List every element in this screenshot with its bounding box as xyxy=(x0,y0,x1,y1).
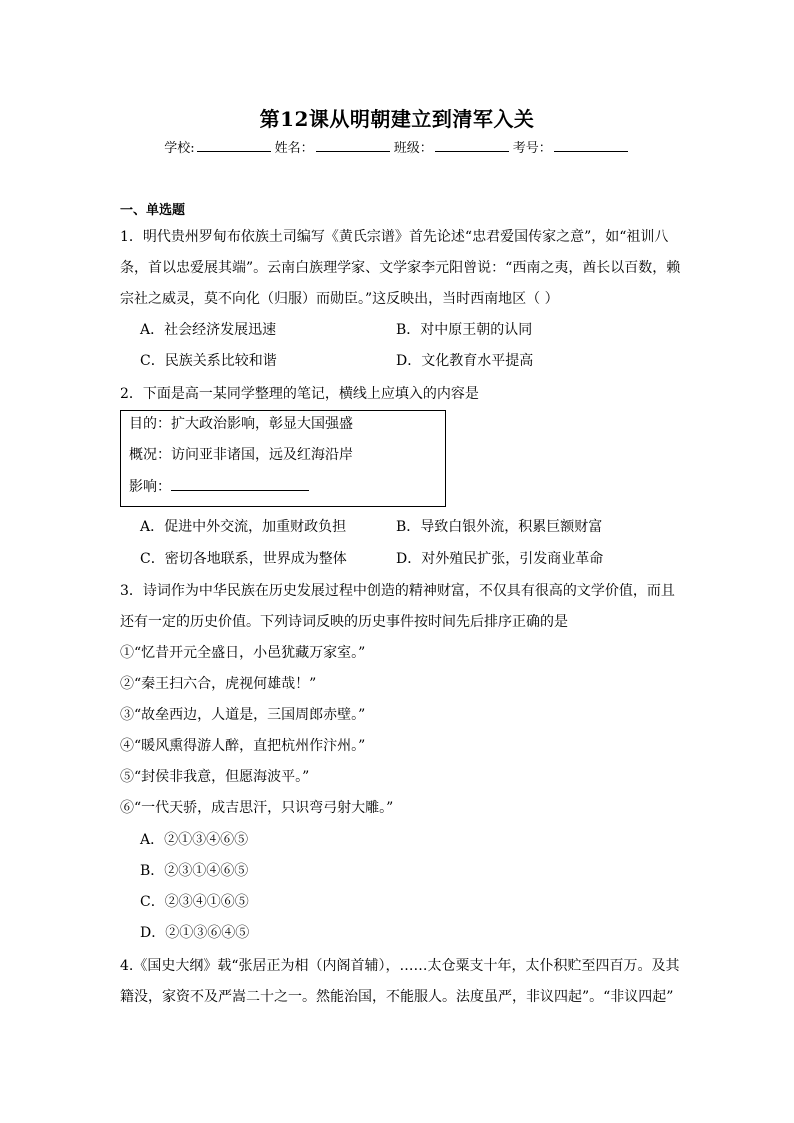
q3-poem-1: ①“忆昔开元全盛日，小邑犹藏万家室。” xyxy=(120,645,366,661)
q1-option-d: D．文化教育水平提高 xyxy=(396,353,534,369)
class-label: 班级： xyxy=(393,141,433,156)
exam-number-blank xyxy=(554,139,628,152)
q3-poem-5: ⑤“封侯非我意，但愿海波平。” xyxy=(120,769,310,785)
q2-option-d: D．对外殖民扩张，引发商业革命 xyxy=(396,551,604,567)
q3-option-c: C．②③④①⑥⑤ xyxy=(140,894,249,910)
q4-line-1: 4.《国史大纲》载“张居正为相（内阁首辅），……太仓粟支十年，太仆积贮至四百万。及其 xyxy=(120,958,680,974)
school-label: 学校: xyxy=(164,141,195,156)
q2-option-c: C．密切各地联系，世界成为整体 xyxy=(140,551,347,567)
name-label: 姓名： xyxy=(274,141,314,156)
q3-line-1: 3．诗词作为中华民族在历史发展过程中创造的精神财富，不仅具有很高的文学价值，而且 xyxy=(120,583,675,599)
q3-option-a: A．②①③④⑥⑤ xyxy=(140,832,249,848)
q1-option-c: C．民族关系比较和谐 xyxy=(140,353,277,369)
q1-option-b: B．对中原王朝的认同 xyxy=(396,322,533,338)
q3-line-2: 还有一定的历史价值。下列诗词反映的历史事件按时间先后排序正确的是 xyxy=(120,614,568,630)
q2-notes-box xyxy=(120,410,446,507)
q3-poem-3: ③“故垒西边，人道是，三国周郎赤壁。” xyxy=(120,707,366,723)
q3-poem-6: ⑥“一代天骄，成吉思汗，只识弯弓射大雕。” xyxy=(120,800,394,816)
class-blank xyxy=(435,139,509,152)
q2-box-purpose: 目的：扩大政治影响，彰显大国强盛 xyxy=(129,416,353,432)
q1-line-2: 条，首以忠爱展其端”。云南白族理学家、文学家李元阳曾说：“西南之夷，酋长以百数，赖 xyxy=(120,260,681,276)
q2-box-overview: 概况：访问亚非诸国，远及红海沿岸 xyxy=(129,447,353,463)
q2-answer-blank xyxy=(171,477,309,491)
q4-line-2: 籍没，家资不及严嵩二十之一。然能治国，不能服人。法度虽严，非议四起”。“非议四起” xyxy=(120,989,674,1005)
q3-poem-2: ②“秦王扫六合，虎视何雄哉！” xyxy=(120,676,317,692)
q3-option-b: B．②③①④⑥⑤ xyxy=(140,863,249,879)
q2-option-a: A．促进中外交流，加重财政负担 xyxy=(140,519,347,535)
q3-option-d: D．②①③⑥④⑤ xyxy=(140,925,250,941)
q2-option-b: B．导致白银外流，积累巨额财富 xyxy=(396,519,603,535)
q1-line-3: 宗社之威灵，莫不向化（归服）而勋臣。”这反映出，当时西南地区（ ） xyxy=(120,291,559,307)
exam-number-label: 考号： xyxy=(512,141,552,156)
q2-box-impact-row xyxy=(129,477,309,497)
q2-box-impact: 影响： xyxy=(129,479,171,495)
section-title: 一、单选题 xyxy=(120,203,186,218)
q1-option-a: A．社会经济发展迅速 xyxy=(140,322,277,338)
name-blank xyxy=(316,139,390,152)
student-info-row xyxy=(0,137,794,156)
school-blank xyxy=(197,139,271,152)
q1-line-1: 1．明代贵州罗甸布依族土司编写《黄氏宗谱》首先论述“忠君爱国传家之意”，如“祖训八 xyxy=(120,229,669,245)
page-title: 第12课从明朝建立到清军入关 xyxy=(259,107,535,131)
q3-poem-4: ④“暖风熏得游人醉，直把杭州作汴州。” xyxy=(120,738,366,754)
q2-stem: 2．下面是高一某同学整理的笔记，横线上应填入的内容是 xyxy=(120,386,479,402)
